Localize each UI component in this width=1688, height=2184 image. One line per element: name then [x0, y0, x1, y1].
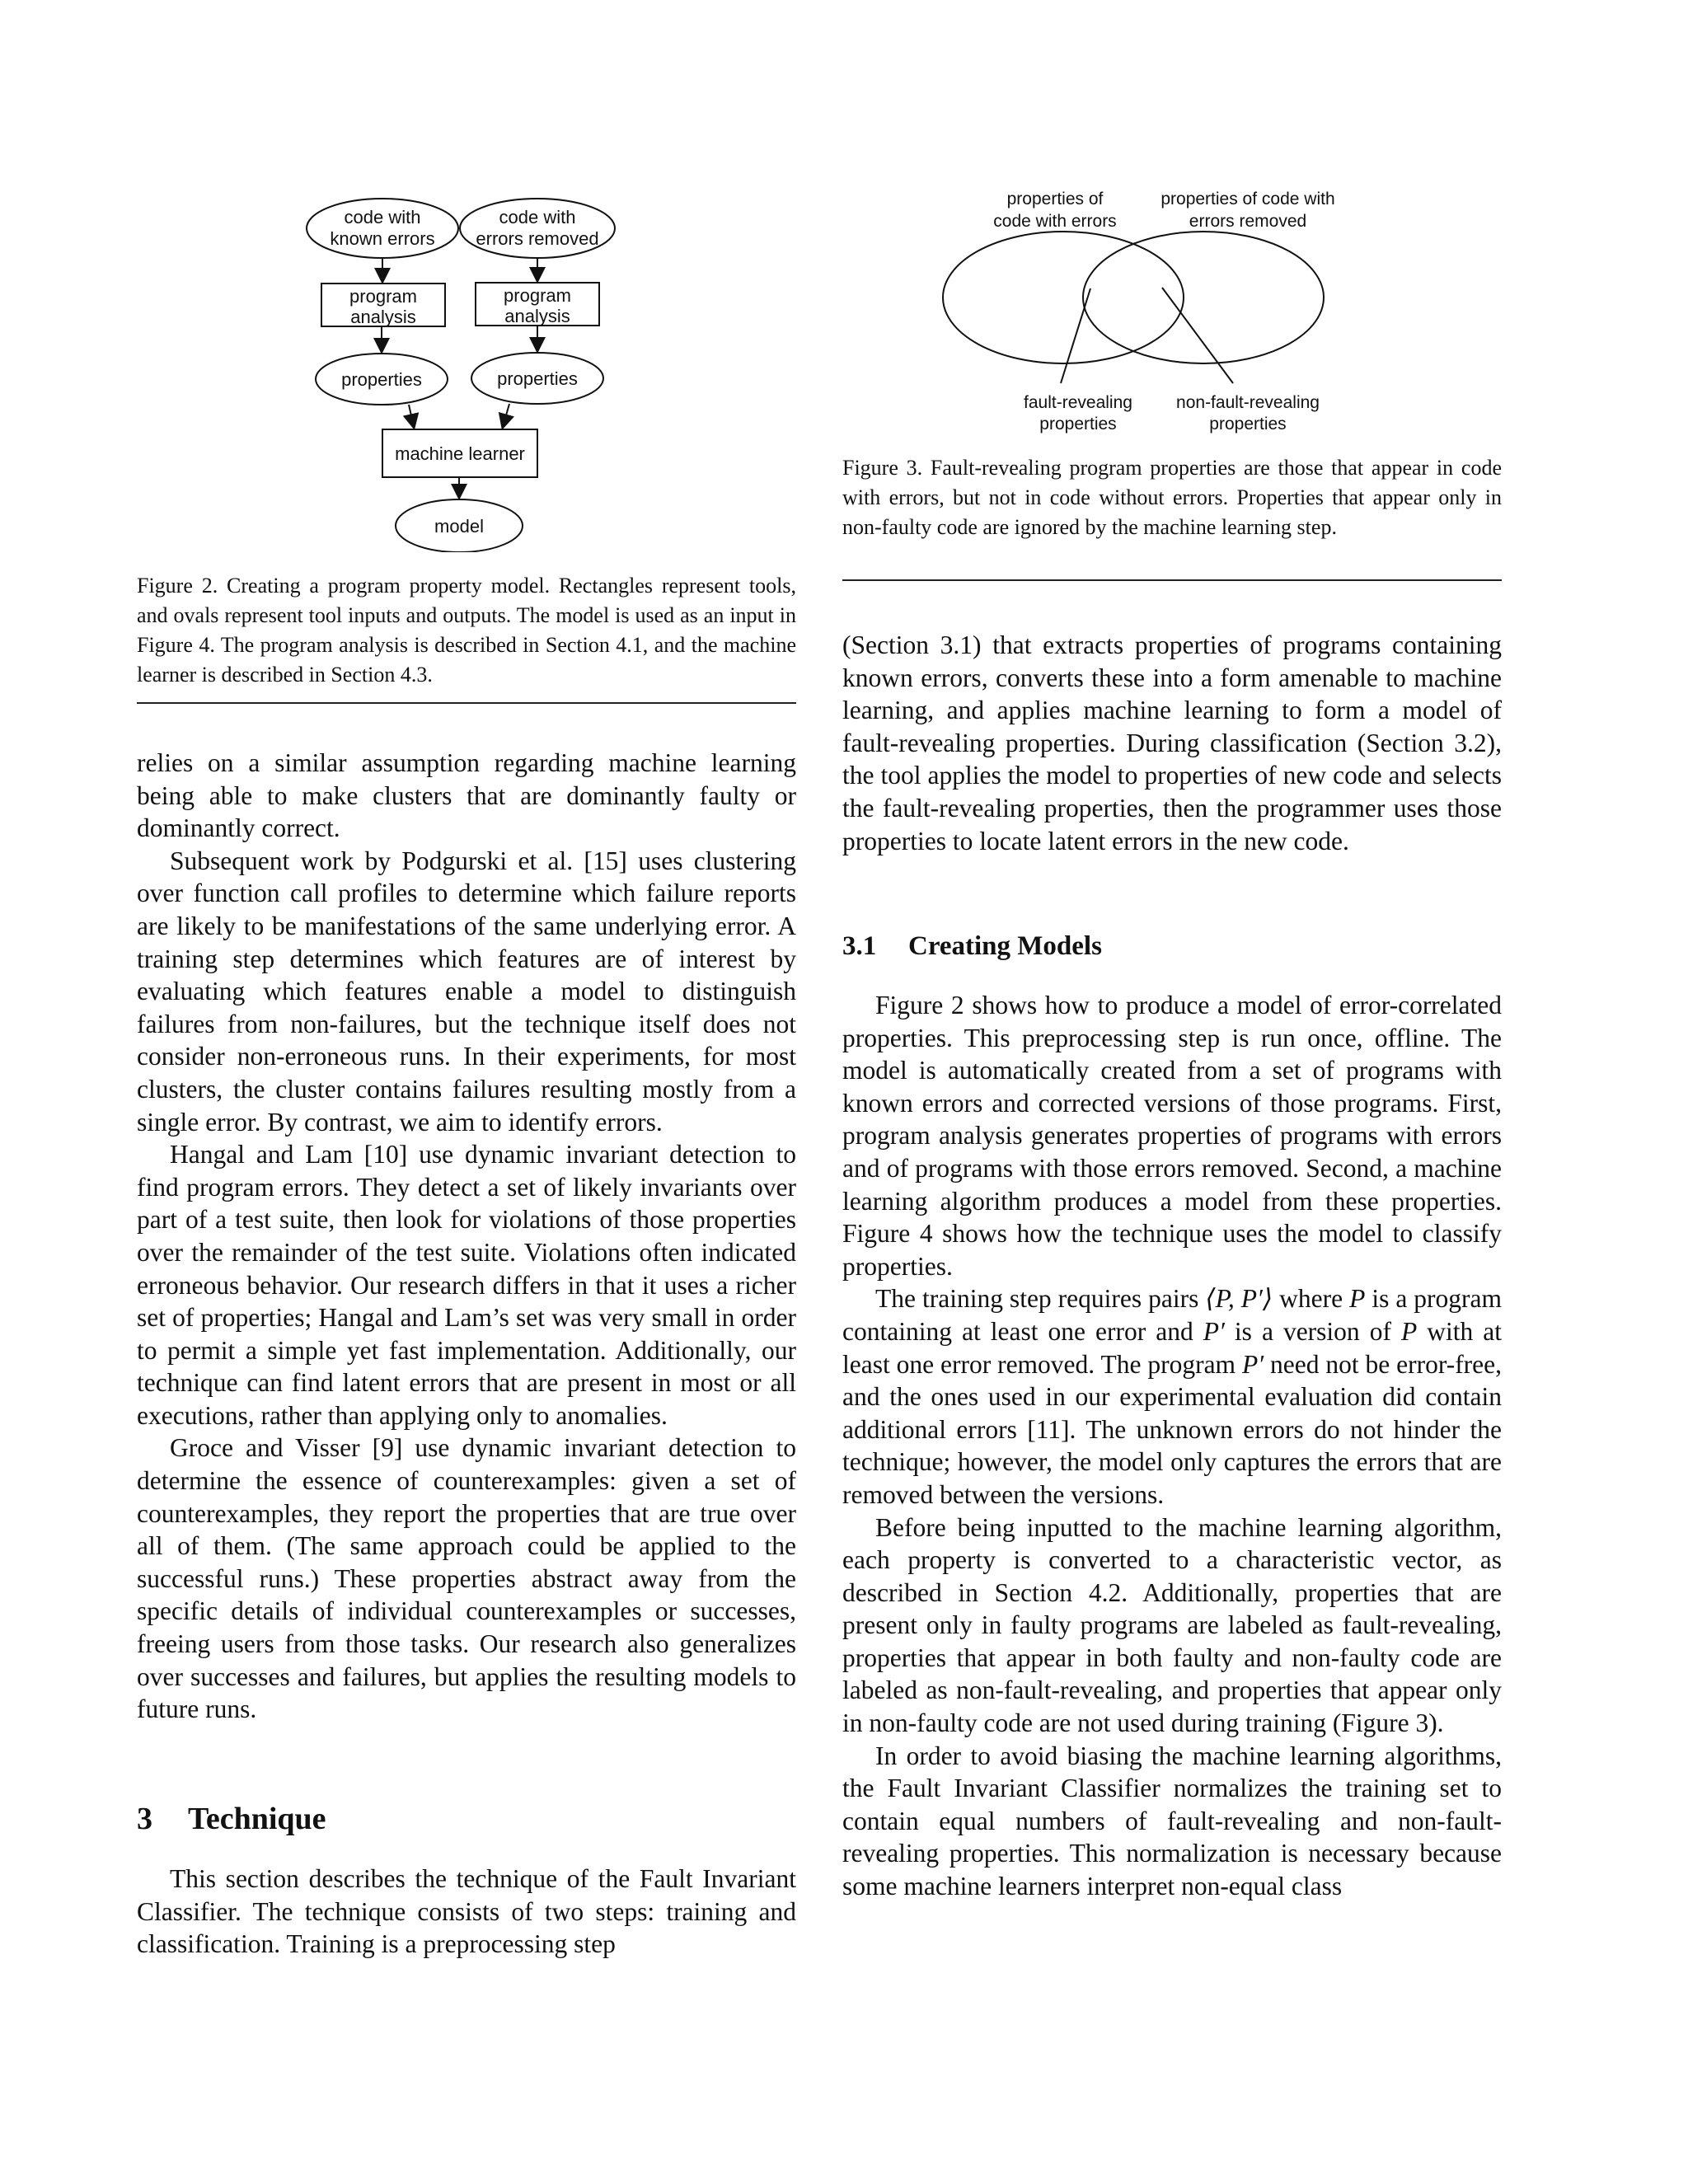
- paragraph: [842, 1282, 1502, 1511]
- fig2-label: code with: [499, 207, 576, 227]
- subsection-title: Creating Models: [908, 931, 1102, 961]
- fig2-label: code with: [344, 207, 421, 227]
- fig3-label: fault-revealing: [1024, 393, 1132, 412]
- fig2-label: errors removed: [476, 228, 599, 249]
- section-number: 3: [137, 1802, 152, 1836]
- paragraph: This section describes the technique of the Fault Invariant Classifier. The technique consists of two steps: training and classification. Training is a preprocessing step: [137, 1864, 796, 1959]
- figure-2-caption: Figure 2. Creating a program property model. Rectangles represent tools, and ovals represent tool inputs and outputs. The model is used as an input in Figure 4. The program analysis is described in Section 4.1, and the machine learner is described in Section 4.3.: [137, 574, 796, 687]
- text-run: is a program containing at least one error and: [842, 1284, 1503, 1346]
- math-pair: ⟨P, P′⟩: [1205, 1284, 1273, 1314]
- figure-3-caption: Figure 3. Fault-revealing program properties are those that appear in code with errors, but not in code without errors. Properties that appear only in non-faulty code are ignored by the machine learning step.: [842, 456, 1502, 539]
- math-var: P′: [1203, 1316, 1225, 1346]
- fig2-label: known errors: [330, 228, 435, 249]
- section-heading: [137, 1801, 326, 1837]
- figure-3-diagram: [842, 185, 1502, 449]
- text-run: need not be error-free, and the ones used in our experimental evaluation did contain additional errors [11]. The unknown errors do not hinder the technique; however, the model only captures the errors that are removed between the versions.: [842, 1349, 1503, 1509]
- fig2-label: properties: [341, 369, 422, 390]
- text-run: with at least one error removed. The program: [842, 1316, 1503, 1379]
- figure-3-rule: [842, 579, 1502, 581]
- fig3-label: properties: [1209, 415, 1287, 434]
- paragraph: relies on a similar assumption regarding machine learning being able to make clusters that are dominantly faulty or dominantly correct.: [137, 748, 796, 843]
- fig2-arrow: [503, 404, 509, 427]
- math-var: P: [1349, 1284, 1366, 1314]
- paragraph: Figure 2 shows how to produce a model of error-correlated properties. This preprocessing step is run once, offline. The model is automatically created from a set of programs with known errors and corrected versions of those programs. First, program analysis generates properties of programs with errors and of programs with those errors removed. Second, a machine learning algorithm produces a model from these properties. Figure 4 shows how the technique uses the model to classify properties.: [842, 991, 1502, 1281]
- math-var: P: [1400, 1316, 1418, 1346]
- text-run: The training step requires pairs: [875, 1284, 1199, 1314]
- fig2-label: analysis: [350, 307, 416, 327]
- subsection-number: 3.1: [842, 931, 877, 961]
- fig3-set-with-errors: [943, 232, 1184, 363]
- fig3-label: properties of: [1006, 190, 1104, 209]
- fig2-label: machine learner: [395, 443, 525, 464]
- paragraph: (Section 3.1) that extracts properties of programs containing known errors, converts these into a form amenable to machine learning, and applies machine learning to form a model of fault-revealing properties. During classification (Section 3.2), the tool applies the model to properties of new code and selects the fault-revealing properties, then the programmer uses those properties to locate latent errors in the new code.: [842, 630, 1502, 855]
- fig2-label: properties: [497, 368, 578, 389]
- subsection-heading: [842, 930, 1102, 963]
- paragraph: Groce and Visser [9] use dynamic invariant detection to determine the essence of counterexamples: given a set of counterexamples, they report the properties that are true over all of them. (The same approach could be applied to the successful runs.) These properties abstract away from the specific details of individual counterexamples or successes, freeing users from those tasks. Our research also generalizes over successes and failures, but applies the resulting models to future runs.: [137, 1433, 796, 1724]
- text-run: is a version of: [1234, 1316, 1391, 1346]
- fig2-label: model: [434, 516, 484, 537]
- paragraph: In order to avoid biasing the machine learning algorithms, the Fault Invariant Classifier normalizes the training set to contain equal numbers of fault-revealing and non-fault-revealing properties. This normalization is necessary because some machine learners interpret non-equal class: [842, 1741, 1502, 1901]
- fig3-label: code with errors: [993, 212, 1117, 231]
- fig3-pointer-fault-revealing: [1061, 288, 1090, 383]
- figure-2-diagram: [137, 190, 796, 552]
- fig3-label: errors removed: [1189, 212, 1307, 231]
- math-var: P′: [1241, 1349, 1264, 1379]
- section-title: Technique: [188, 1802, 326, 1836]
- fig3-pointer-non-fault-revealing: [1162, 288, 1233, 383]
- figure-2-rule: [137, 702, 796, 704]
- text-run: where: [1279, 1284, 1343, 1314]
- paragraph: Subsequent work by Podgurski et al. [15] uses clustering over function call profiles to determine which failure reports are likely to be manifestations of the same underlying error. A training step determines which features are of interest by evaluating which features enable a model to distinguish failures from non-failures, but the technique itself does not consider non-erroneous runs. In their experiments, for most clusters, the cluster contains failures resulting mostly from a single error. By contrast, we aim to identify errors.: [137, 846, 796, 1137]
- paragraph: Before being inputted to the machine learning algorithm, each property is converted to a characteristic vector, as described in Section 4.2. Additionally, properties that are present only in faulty programs are labeled as fault-revealing, properties that appear in both faulty and non-faulty code are labeled as non-fault-revealing, and properties that appear only in non-faulty code are not used during training (Figure 3).: [842, 1512, 1502, 1738]
- fig3-label: properties of code with: [1160, 190, 1335, 209]
- fig3-label: properties: [1039, 415, 1117, 434]
- fig2-arrow: [409, 405, 414, 427]
- fig2-label: analysis: [504, 306, 570, 326]
- fig2-label: program: [504, 285, 571, 306]
- paragraph: Hangal and Lam [10] use dynamic invariant detection to find program errors. They detect a set of likely invariants over part of a test suite, then look for violations of those properties over the remainder of the test suite. Violations often indicated erroneous behavior. Our research differs in that it uses a richer set of properties; Hangal and Lam’s set was very small in order to permit a simple yet fast implementation. Additionally, our technique can find latent errors that are present in most or all executions, rather than applying only to anomalies.: [137, 1140, 796, 1430]
- fig2-label: program: [349, 286, 417, 307]
- fig3-label: non-fault-revealing: [1176, 393, 1320, 412]
